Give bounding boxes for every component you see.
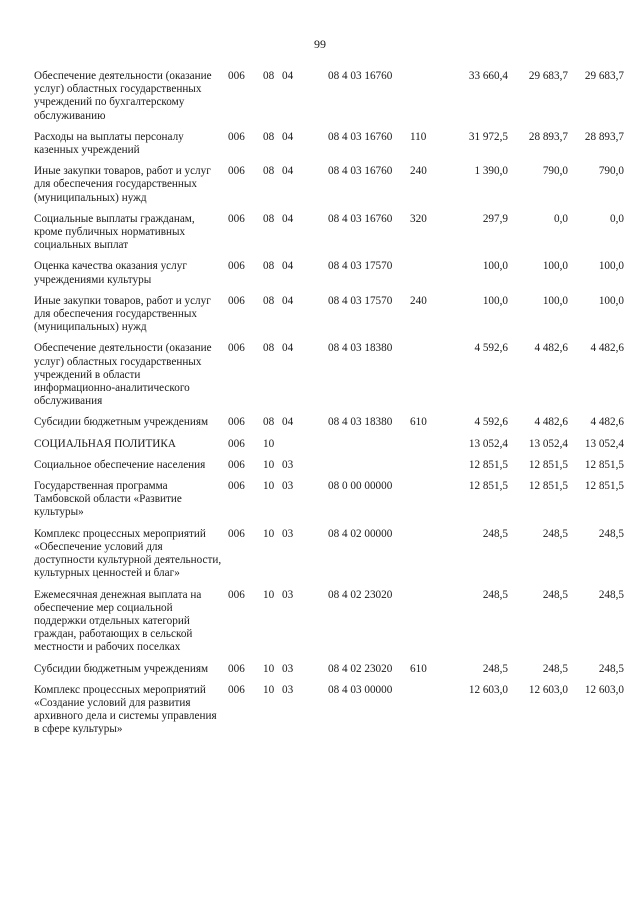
- table-row: [34, 684, 624, 745]
- row-expense-type: [410, 342, 450, 416]
- table-row: [34, 459, 624, 480]
- row-value-year2: 4 482,6: [534, 342, 568, 355]
- row-expense-type: [410, 480, 450, 528]
- row-expense-type: [410, 459, 450, 480]
- row-expense-type: 610: [410, 662, 427, 675]
- row-ved-code: 006: [228, 212, 245, 225]
- row-target-article: 08 4 03 16760: [328, 130, 393, 143]
- table-row: [34, 416, 624, 437]
- row-value-year1: 248,5: [482, 662, 508, 675]
- row-subsection-code: 04: [282, 212, 294, 225]
- row-expense-type: 240: [410, 165, 427, 178]
- row-ved-code: 006: [228, 165, 245, 178]
- row-value-year1: 12 603,0: [468, 683, 508, 696]
- row-value-year3: 4 482,6: [590, 342, 624, 355]
- row-expense-type: 610: [410, 416, 427, 429]
- table-row: [34, 438, 624, 459]
- row-section-code: 08: [263, 342, 275, 355]
- row-ved-code: 006: [228, 458, 245, 471]
- row-target-article: 08 4 02 23020: [328, 588, 393, 601]
- row-subsection-code: 04: [282, 416, 294, 429]
- row-target-article: 08 4 03 00000: [328, 683, 393, 696]
- row-target-article: [328, 459, 410, 480]
- row-ved-code: 006: [228, 130, 245, 143]
- row-target-article: 08 4 03 17570: [328, 294, 393, 307]
- row-value-year3: 13 052,4: [584, 437, 624, 450]
- row-name: Иные закупки товаров, работ и услуг для обеспечения государственных (муниципальных) нужд: [34, 165, 211, 204]
- row-target-article: 08 4 03 16760: [328, 70, 393, 82]
- row-value-year3: 12 603,0: [584, 683, 624, 696]
- row-value-year3: 0,0: [610, 212, 624, 225]
- row-value-year2: 29 683,7: [528, 70, 568, 82]
- row-target-article: [328, 438, 410, 459]
- row-ved-code: 006: [228, 683, 245, 696]
- row-ved-code: 006: [228, 480, 245, 493]
- row-value-year1: 1 390,0: [474, 165, 508, 178]
- row-target-article: 08 4 02 23020: [328, 662, 393, 675]
- row-subsection-code: 03: [282, 683, 294, 696]
- row-value-year1: 31 972,5: [468, 130, 508, 143]
- row-expense-type: 320: [410, 212, 427, 225]
- row-subsection-code: 03: [282, 527, 294, 540]
- row-subsection-code: 04: [282, 130, 294, 143]
- table-row: [34, 342, 624, 416]
- table-row: [34, 528, 624, 589]
- table-row: [34, 663, 624, 684]
- row-ved-code: 006: [228, 527, 245, 540]
- row-value-year1: 100,0: [482, 294, 508, 307]
- table-row: [34, 589, 624, 663]
- row-subsection-code: 04: [282, 260, 294, 273]
- row-section-code: 08: [263, 416, 275, 429]
- row-name: Субсидии бюджетным учреждениям: [34, 662, 209, 675]
- row-name: Оценка качества оказания услуг учреждениями культуры: [34, 260, 187, 286]
- row-subsection-code: 03: [282, 588, 294, 601]
- row-value-year2: 100,0: [542, 260, 568, 273]
- row-name: Обеспечение деятельности (оказание услуг) областных государственных учреждений по бухгалтерскому обслуживанию: [34, 70, 212, 122]
- row-value-year3: 12 851,5: [584, 458, 624, 471]
- row-value-year2: 28 893,7: [528, 130, 568, 143]
- row-target-article: 08 4 03 16760: [328, 165, 393, 178]
- row-subsection-code: [282, 438, 328, 459]
- row-section-code: 08: [263, 212, 275, 225]
- row-name: Расходы на выплаты персоналу казенных учреждений: [34, 130, 184, 157]
- row-value-year3: 29 683,7: [584, 70, 624, 82]
- row-section-code: 10: [263, 683, 275, 696]
- row-value-year1: 4 592,6: [474, 342, 508, 355]
- row-expense-type: [410, 438, 450, 459]
- row-name: Социальные выплаты гражданам, кроме публичных нормативных социальных выплат: [34, 212, 195, 252]
- row-value-year3: 12 851,5: [584, 480, 624, 493]
- row-expense-type: [410, 684, 450, 745]
- row-value-year1: 248,5: [482, 588, 508, 601]
- row-ved-code: 006: [228, 342, 245, 355]
- row-target-article: 08 4 03 18380: [328, 416, 393, 429]
- table-row: [34, 70, 624, 131]
- row-target-article: 08 4 02 00000: [328, 527, 393, 540]
- row-subsection-code: 03: [282, 662, 294, 675]
- row-value-year2: 13 052,4: [528, 437, 568, 450]
- row-expense-type: [410, 260, 450, 294]
- row-section-code: 10: [263, 437, 275, 450]
- row-expense-type: 240: [410, 294, 427, 307]
- row-name: Обеспечение деятельности (оказание услуг) областных государственных учреждений в области информационно-аналитического обслуживания: [34, 342, 212, 408]
- row-name: Комплекс процессных мероприятий «Создание условий для развития архивного дела и системы управления в сфере культуры»: [34, 683, 217, 736]
- row-target-article: 08 0 00 00000: [328, 480, 393, 493]
- row-value-year2: 12 851,5: [528, 480, 568, 493]
- row-value-year2: 100,0: [542, 294, 568, 307]
- row-value-year1: 12 851,5: [468, 458, 508, 471]
- row-name: Комплекс процессных мероприятий «Обеспечение условий для доступности культурной деятельности, культурных ценностей и благ»: [34, 527, 222, 580]
- table-row: [34, 295, 624, 343]
- row-subsection-code: 03: [282, 480, 294, 493]
- row-ved-code: 006: [228, 588, 245, 601]
- row-value-year2: 248,5: [542, 588, 568, 601]
- row-subsection-code: 03: [282, 458, 294, 471]
- row-section-code: 08: [263, 165, 275, 178]
- row-target-article: 08 4 03 16760: [328, 212, 393, 225]
- row-name: Иные закупки товаров, работ и услуг для обеспечения государственных (муниципальных) нужд: [34, 294, 211, 334]
- row-expense-type: [410, 70, 450, 131]
- table-row: [34, 165, 624, 213]
- row-value-year3: 28 893,7: [584, 130, 624, 143]
- row-subsection-code: 04: [282, 70, 294, 82]
- row-value-year1: 297,9: [482, 212, 508, 225]
- row-section-code: 08: [263, 70, 275, 82]
- row-section-code: 10: [263, 662, 275, 675]
- row-section-code: 08: [263, 294, 275, 307]
- row-section-code: 10: [263, 588, 275, 601]
- budget-table: [34, 70, 624, 745]
- row-ved-code: 006: [228, 294, 245, 307]
- row-subsection-code: 04: [282, 165, 294, 178]
- row-section-code: 10: [263, 480, 275, 493]
- row-section-code: 08: [263, 130, 275, 143]
- table-row: [34, 260, 624, 294]
- row-ved-code: 006: [228, 416, 245, 429]
- row-expense-type: [410, 528, 450, 589]
- row-name: Субсидии бюджетным учреждениям: [34, 416, 209, 429]
- row-value-year1: 248,5: [482, 527, 508, 540]
- row-value-year3: 248,5: [598, 527, 624, 540]
- row-name: Социальное обеспечение населения: [34, 458, 206, 471]
- row-section-code: 08: [263, 260, 275, 273]
- page-number: 99: [314, 37, 326, 51]
- table-row: [34, 480, 624, 528]
- row-subsection-code: 04: [282, 342, 294, 355]
- row-value-year3: 790,0: [598, 165, 624, 178]
- row-value-year3: 100,0: [598, 294, 624, 307]
- row-value-year2: 0,0: [554, 212, 568, 225]
- row-target-article: 08 4 03 18380: [328, 342, 393, 355]
- table-row: [34, 131, 624, 165]
- row-value-year2: 248,5: [542, 527, 568, 540]
- row-name: СОЦИАЛЬНАЯ ПОЛИТИКА: [34, 437, 176, 450]
- row-value-year2: 12 603,0: [528, 683, 568, 696]
- row-expense-type: 110: [410, 130, 427, 143]
- row-section-code: 10: [263, 458, 275, 471]
- row-value-year1: 13 052,4: [468, 437, 508, 450]
- row-ved-code: 006: [228, 662, 245, 675]
- row-subsection-code: 04: [282, 294, 294, 307]
- row-value-year3: 248,5: [598, 588, 624, 601]
- row-ved-code: 006: [228, 260, 245, 273]
- row-value-year3: 248,5: [598, 662, 624, 675]
- row-value-year1: 100,0: [482, 260, 508, 273]
- row-value-year1: 33 660,4: [468, 70, 508, 82]
- row-target-article: 08 4 03 17570: [328, 260, 393, 273]
- row-section-code: 10: [263, 527, 275, 540]
- budget-table-body: [34, 70, 624, 745]
- row-ved-code: 006: [228, 437, 245, 450]
- row-name: Государственная программа Тамбовской области «Развитие культуры»: [34, 480, 182, 519]
- row-value-year1: 4 592,6: [474, 416, 508, 429]
- row-ved-code: 006: [228, 70, 245, 82]
- row-value-year1: 12 851,5: [468, 480, 508, 493]
- row-value-year2: 790,0: [542, 165, 568, 178]
- row-expense-type: [410, 589, 450, 663]
- row-value-year3: 4 482,6: [590, 416, 624, 429]
- row-name: Ежемесячная денежная выплата на обеспечение мер социальной поддержки отдельных категорий граждан, работающих в сельской местности и рабочих поселках: [34, 588, 202, 654]
- row-value-year2: 248,5: [542, 662, 568, 675]
- row-value-year2: 4 482,6: [534, 416, 568, 429]
- row-value-year2: 12 851,5: [528, 458, 568, 471]
- row-value-year3: 100,0: [598, 260, 624, 273]
- table-row: [34, 213, 624, 261]
